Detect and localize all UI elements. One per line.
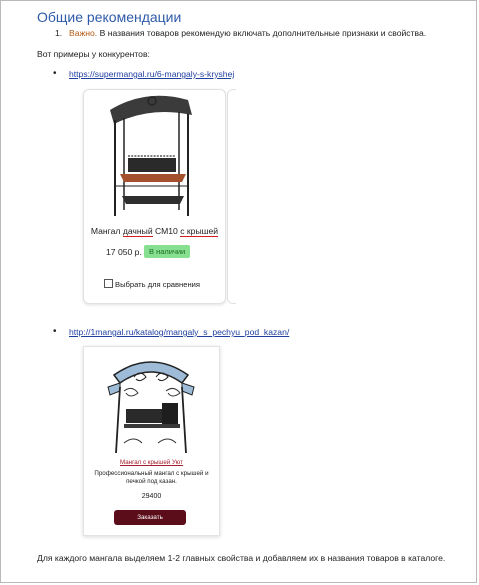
recommendation-text: В названия товаров рекомендую включать дополнительные признаки и свойства.: [97, 28, 427, 38]
title-highlight-roof: с крышей: [180, 226, 219, 236]
product-description: Профессиональный мангал с крышей и печкой под казан.: [94, 470, 209, 485]
checkbox-icon[interactable]: [104, 279, 113, 288]
competitor-link-1[interactable]: https://supermangal.ru/6-mangaly-s-kryshej: [69, 69, 235, 79]
bullet-dot: •: [53, 326, 57, 337]
intro-paragraph: Вот примеры у конкурентов:: [37, 49, 150, 59]
product-card-2[interactable]: [83, 346, 220, 536]
grill-with-roof-image: [84, 90, 225, 224]
closing-paragraph: Для каждого мангала выделяем 1-2 главных свойства и добавляем их в названия товаров в каталоге.: [37, 553, 446, 563]
bullet-dot: •: [53, 68, 57, 79]
competitor-link-2[interactable]: http://1mangal.ru/katalog/mangaly_s_pechyu_pod_kazan/: [69, 327, 290, 337]
title-part: СМ10: [152, 226, 181, 236]
bullet-item-1: [53, 68, 235, 79]
compare-label: Выбрать для сравнения: [115, 280, 201, 289]
page-heading: Общие рекомендации: [37, 9, 182, 25]
next-card-edge: [227, 89, 236, 304]
compare-checkbox[interactable]: [104, 279, 200, 289]
recommendation-item: [55, 28, 426, 38]
in-stock-badge: В наличии: [144, 245, 190, 258]
title-highlight-dachny: дачный: [122, 226, 153, 236]
order-button[interactable]: Заказать: [114, 510, 186, 525]
product-title[interactable]: [84, 226, 225, 236]
important-label: Важно.: [69, 28, 98, 38]
product-title[interactable]: Мангал с крышей Уют: [120, 459, 183, 466]
product-card-1[interactable]: [83, 89, 226, 304]
product-price: 29400: [141, 493, 162, 500]
title-part: Мангал: [90, 226, 123, 236]
bullet-item-2: [53, 326, 290, 337]
product-price: 17 050 р.: [106, 247, 142, 257]
grill-with-oven-image: [84, 347, 219, 457]
list-number: 1.: [55, 28, 63, 38]
